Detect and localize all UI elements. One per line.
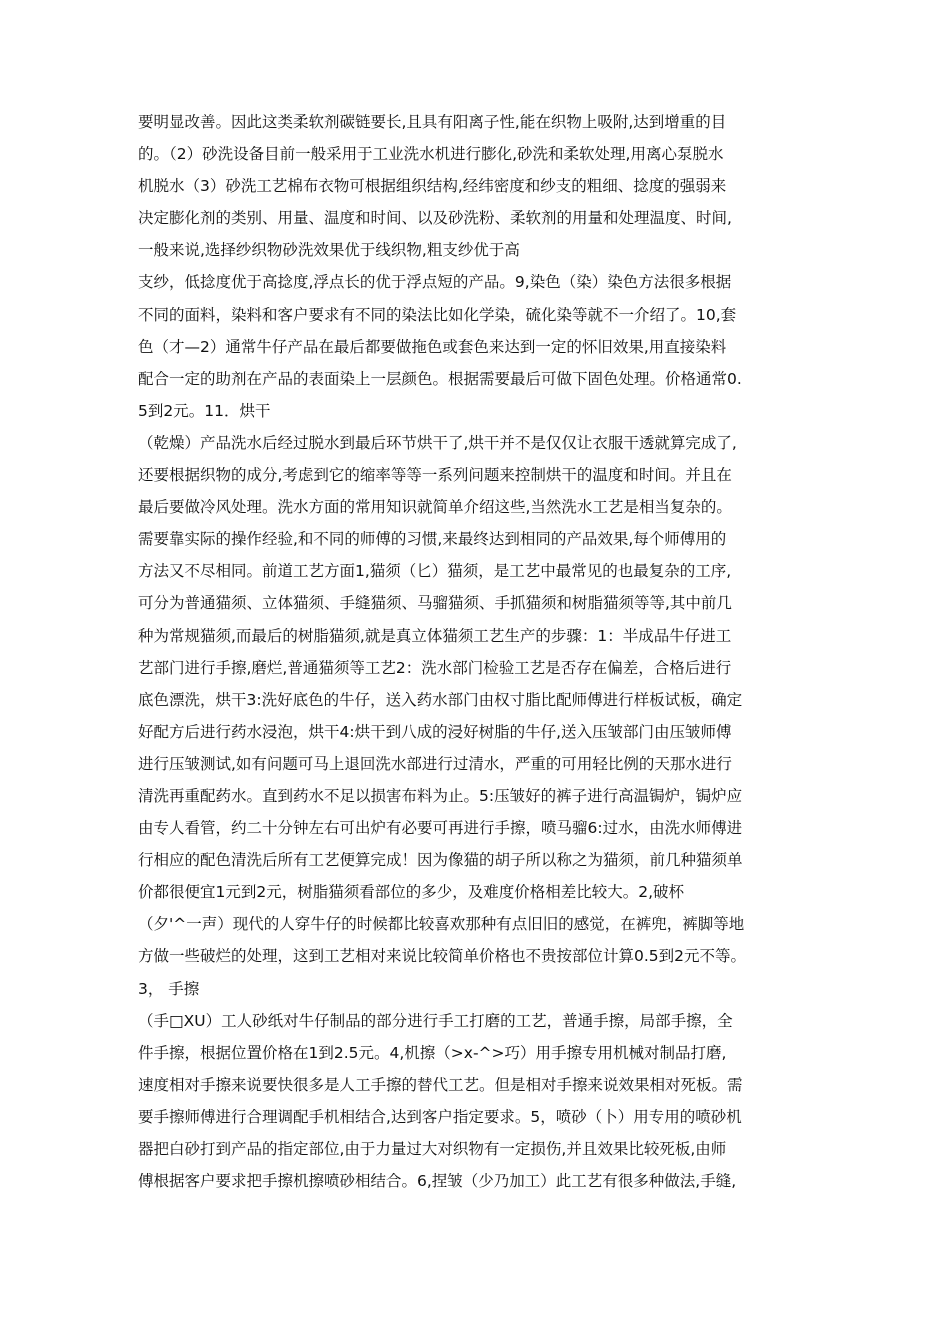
text-line: 行相应的配色清洗后所有工艺便算完成！因为像猫的胡子所以称之为猫须，前几种猫须单 — [138, 851, 743, 870]
text-line: 机脱水（3）砂洗工艺棉布衣物可根据组织结构,经纬密度和纱支的粗细、捻度的强弱来 — [138, 177, 727, 196]
text-line: 艺部门进行手擦,磨烂,普通猫须等工艺2：洗水部门检验工艺是否存在偏差，合格后进行 — [138, 658, 732, 677]
text-line: 可分为普通猫须、立体猫须、手缝猫须、马骝猫须、手抓猫须和树脂猫须等等,其中前几 — [138, 594, 732, 613]
text-line: 5到2元。11．烘干 — [138, 401, 271, 420]
text-line: 价都很便宜1元到2元，树脂猫须看部位的多少，及难度价格相差比较大。2,破杯 — [138, 883, 685, 902]
text-line: （乾燥）产品洗水后经过脱水到最后环节烘干了,烘干并不是仅仅让衣服干透就算完成了, — [138, 433, 737, 452]
text-line: 底色漂洗，烘干3:洗好底色的牛仔，送入药水部门由权寸脂比配师傅进行样板试板，确定 — [138, 690, 743, 709]
text-line: 3， 手擦 — [138, 979, 200, 998]
text-line: （手□XU）工人砂纸对牛仔制品的部分进行手工打磨的工艺，普通手擦，局部手擦，全 — [138, 1011, 733, 1030]
text-line: 好配方后进行药水浸泡，烘干4:烘干到八成的浸好树脂的牛仔,送入压皱部门由压皱师傅 — [138, 722, 732, 741]
text-line: 要手擦师傅进行合理调配手机相结合,达到客户指定要求。5，喷砂（卜）用专用的喷砂机 — [138, 1107, 742, 1126]
text-line: 傅根据客户要求把手擦机擦喷砂相结合。6,捏皱（少乃加工）此工艺有很多种做法,手缝, — [138, 1172, 737, 1191]
text-line: 清洗再重配药水。直到药水不足以损害布料为止。5:压皱好的裤子进行高温锔炉，锔炉应 — [138, 786, 743, 805]
text-line: 方做一些破烂的处理，这到工艺相对来说比较简单价格也不贵按部位计算0.5到2元不等。 — [138, 947, 747, 966]
text-line: 的。（2）砂洗设备目前一般采用于工业洗水机进行膨化,砂洗和柔软处理,用离心泵脱水 — [138, 145, 724, 164]
text-line: 支纱，低捻度优于高捻度,浮点长的优于浮点短的产品。9,染色（染）染色方法很多根据 — [138, 273, 732, 292]
text-line: （夕'^一声）现代的人穿牛仔的时候都比较喜欢那种有点旧旧的感觉，在裤兜，裤脚等地 — [138, 915, 745, 934]
text-line: 色（才—2）通常牛仔产品在最后都要做拖色或套色来达到一定的怀旧效果,用直接染料 — [138, 337, 727, 356]
text-line: 一般来说,选择纱织物砂洗效果优于线织物,粗支纱优于高 — [138, 241, 520, 260]
text-line: 器把白砂打到产品的指定部位,由于力量过大对织物有一定损伤,并且效果比较死板,由师 — [138, 1140, 727, 1158]
text-line: 方法又不尽相同。前道工艺方面1,猫须（匕）猫须，是工艺中最常见的也最复杂的工序, — [138, 562, 732, 581]
body-text — [138, 106, 818, 1197]
text-line: 由专人看管，约二十分钟左右可出炉有必要可再进行手擦，喷马骝6:过水，由洗水师傅进 — [138, 819, 743, 838]
text-line: 速度相对手擦来说要快很多是人工手擦的替代工艺。但是相对手擦来说效果相对死板。需 — [138, 1075, 743, 1094]
text-line: 件手擦，根据位置价格在1到2.5元。4,机擦（>x-^>巧）用手擦专用机械对制品打磨, — [138, 1043, 727, 1062]
text-line: 还要根据织物的成分,考虑到它的缩率等等一系列问题来控制烘干的温度和时间。并且在 — [138, 466, 732, 485]
text-line: 种为常规猫须,而最后的树脂猫须,就是真立体猫须工艺生产的步骤：1：半成品牛仔进工 — [138, 626, 732, 645]
text-line: 最后要做冷风处理。洗水方面的常用知识就简单介绍这些,当然洗水工艺是相当复杂的。 — [138, 498, 732, 517]
text-line: 进行压皱测试,如有问题可马上退回洗水部进行过清水，严重的可用轻比例的天那水进行 — [138, 754, 732, 773]
text-line: 配合一定的助剂在产品的表面染上一层颜色。根据需要最后可做下固色处理。价格通常0. — [138, 369, 742, 388]
text-line: 需要靠实际的操作经验,和不同的师傅的习惯,来最终达到相同的产品效果,每个师傅用的 — [138, 530, 727, 549]
text-line: 不同的面料，染料和客户要求有不同的染法比如化学染，硫化染等就不一介绍了。10,套 — [138, 305, 737, 324]
text-line: 要明显改善。因此这类柔软剂碳链要长,且具有阳离子性,能在织物上吸附,达到增重的目 — [138, 113, 727, 131]
text-line: 决定膨化剂的类别、用量、温度和时间、以及砂洗粉、柔软剂的用量和处理温度、时间, — [138, 209, 732, 228]
